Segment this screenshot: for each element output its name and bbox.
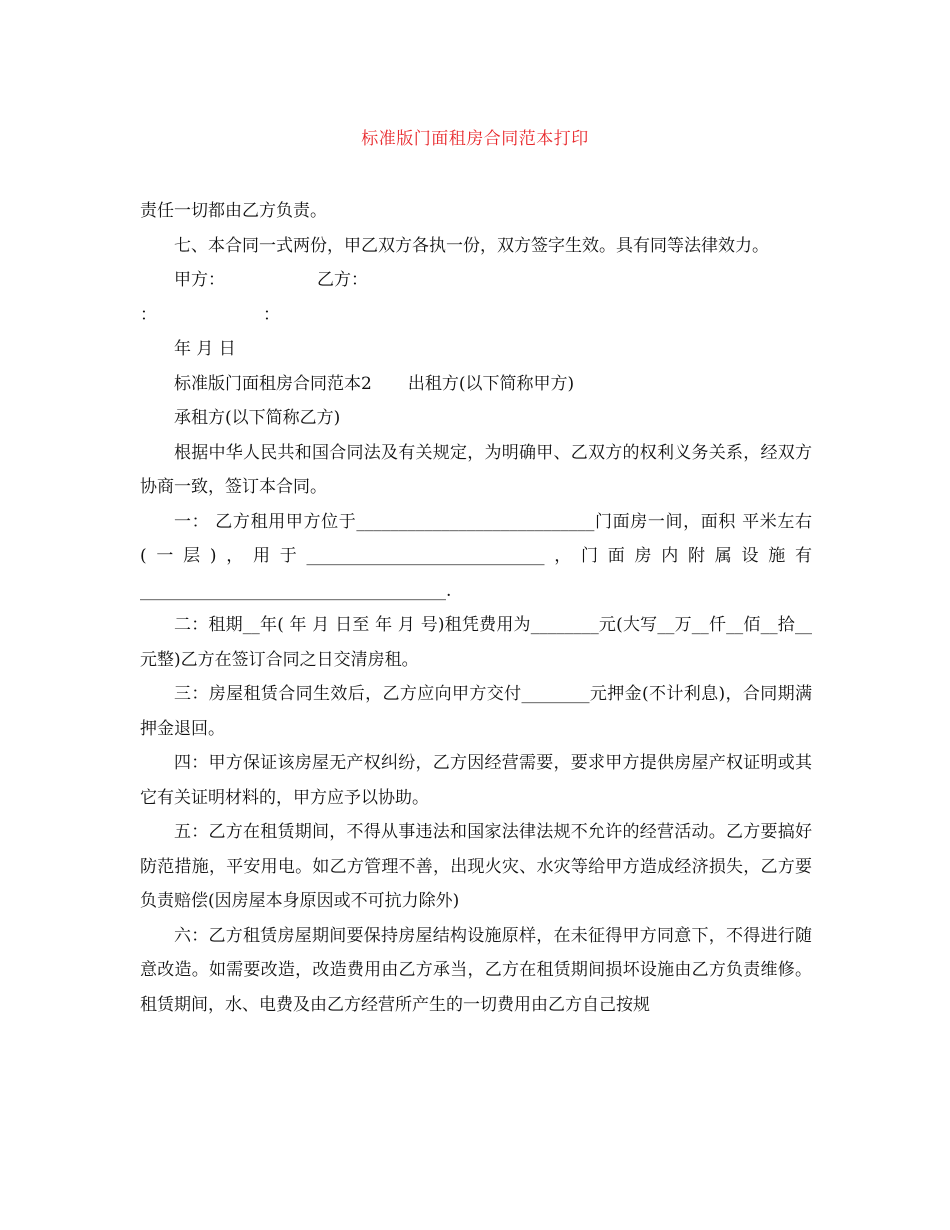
clause-seven: 七、本合同一式两份，甲乙双方各执一份，双方签字生效。具有同等法律效力。 [174,235,769,256]
clause-three: 三：房屋租赁合同生效后，乙方应向甲方交付________元押金(不计利息)，合同期满押金退回。 [140,684,812,739]
intro-paragraph: 根据中华人民共和国合同法及有关规定，为明确甲、乙双方的权利义务关系，经双方协商一致，签订本合同。 [140,442,812,497]
date-line: 年 月 日 [174,339,236,359]
signature-colon-row [140,298,812,333]
lessee-line: 承租方(以下简称乙方) [174,408,341,428]
document-body [140,194,812,1022]
sample-heading-row [140,367,812,402]
signature-row [140,263,812,298]
sample-heading: 标准版门面租房合同范本2 [174,373,372,394]
document-title: 标准版门面租房合同范本打印 [361,129,589,149]
clause-six: 六：乙方租赁房屋期间要保持房屋结构设施原样，在未征得甲方同意下，不得进行随意改造。如需要改造，改造费用由乙方承当，乙方在租赁期间损坏设施由乙方负责维修。租赁期间，水、电费及由乙方经营所产生的一切费用由乙方自己按规 [140,925,812,1015]
clause-four: 四：甲方保证该房屋无产权纠纷，乙方因经营需要，要求甲方提供房屋产权证明或其它有关证明材料的，甲方应予以协助。 [140,753,812,808]
clause-two: 二：租期__年( 年 月 日至 年 月 号)租凭费用为________元(大写__万__仟__佰__拾__元整)乙方在签订合同之日交清房租。 [140,615,812,670]
clause-five: 五：乙方在租赁期间，不得从事违法和国家法律法规不允许的经营活动。乙方要搞好防范措施，平安用电。如乙方管理不善，出现火灾、水灾等给甲方造成经济损失，乙方要负责赔偿(因房屋本身原因或不可抗力除外) [140,822,812,911]
party-a-label: 甲方： [174,270,225,290]
colon-a: ： [140,304,157,325]
continuation-line: 责任一切都由乙方负责。 [140,201,327,221]
colon-b: ： [263,304,280,325]
lessor-line: 出租方(以下简称甲方) [407,373,575,394]
clause-one: 一： 乙方租用甲方位于____________________________门面房一间，面积 平米左右(一层)，用于____________________________，门面房内附属设施有____________________________________. [140,511,812,601]
party-b-label: 乙方： [317,270,368,290]
